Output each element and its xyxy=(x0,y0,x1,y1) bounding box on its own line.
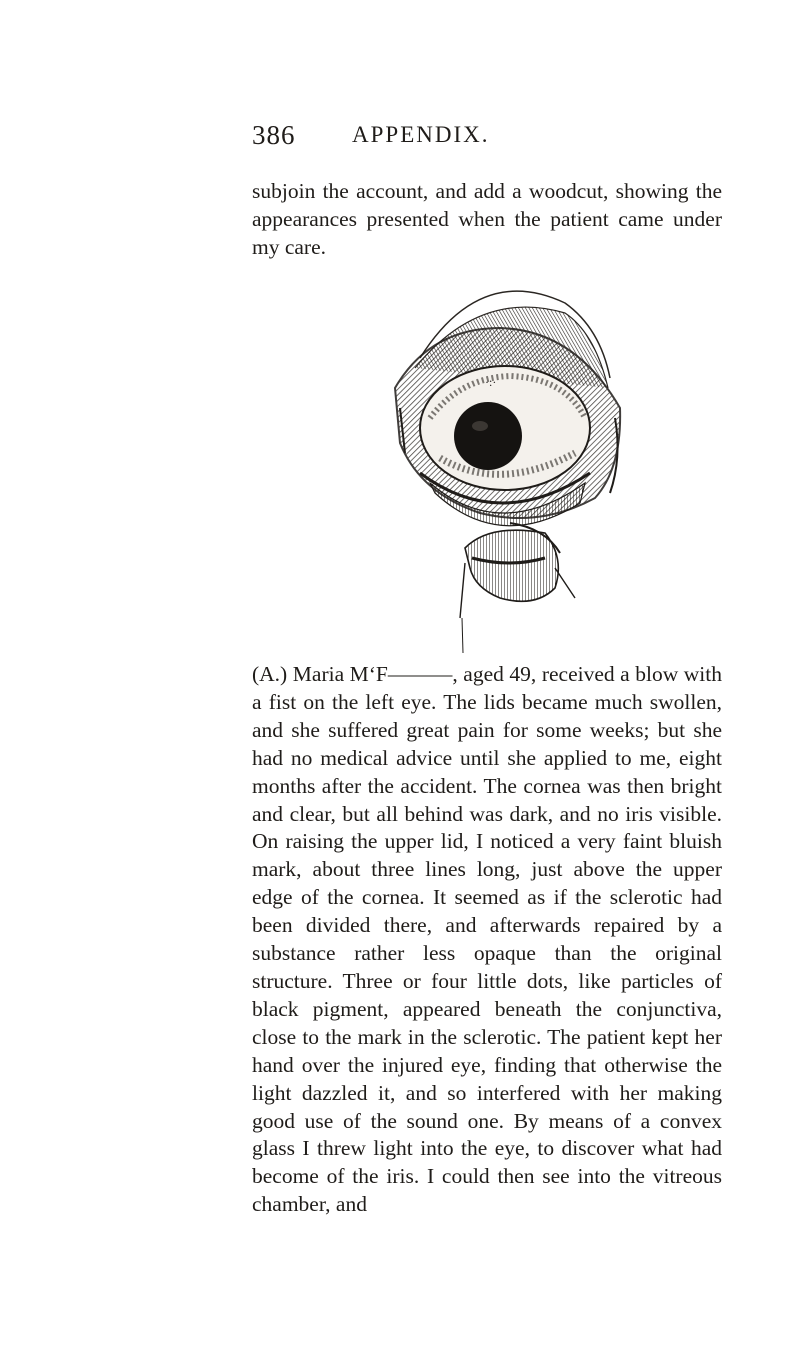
eye-woodcut-icon xyxy=(360,268,660,668)
eye-woodcut-figure xyxy=(360,268,660,668)
svg-text:·:·: ·:· xyxy=(485,375,497,389)
page-number: 386 xyxy=(252,120,296,150)
case-paragraph xyxy=(252,661,722,1219)
running-head: APPENDIX. xyxy=(352,122,490,147)
case-label: (A.) xyxy=(252,662,288,686)
intro-paragraph: subjoin the account, and add a woodcut, showing the appearances presented when the patient came under my care. xyxy=(252,179,722,259)
case-text: Maria M‘F———, aged 49, received a blow with a fist on the left eye. The lids became much swollen, and she suffered great pain for some weeks; but she had no medical advice until she applied to me, eight months after the accident. The cornea was then bright and clear, but all behind was dark, and no iris visible. On raising the upper lid, I noticed a very faint bluish mark, about three lines long, just above the upper edge of the cornea. It seemed as if the sclerotic had been divided there, and afterwards repaired by a substance rather less opaque than the original structure. Three or four little dots, like particles of black pigment, appeared beneath the conjunctiva, close to the mark in the sclerotic. The patient kept her hand over the injured eye, finding that otherwise the light dazzled it, and so interfered with her making good use of the sound one. By means of a convex glass I threw light into the eye, to discover what had become of the iris. I could then see into the vitreous chamber, and xyxy=(252,662,723,1217)
page-header xyxy=(252,120,800,160)
